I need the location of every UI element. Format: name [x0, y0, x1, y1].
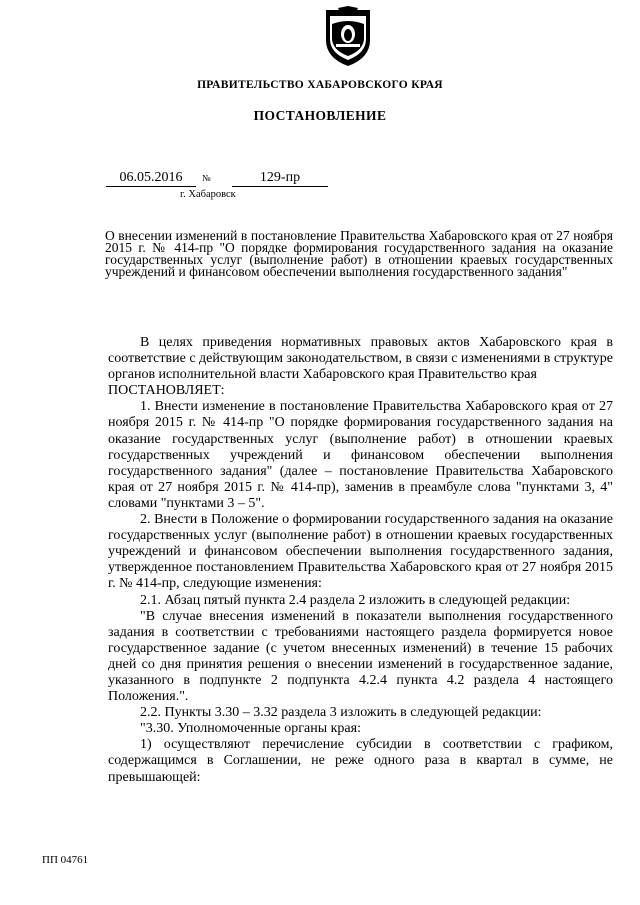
clause-2-2: 2.2. Пункты 3.30 – 3.32 раздела 3 изложить в следующей редакции: — [140, 705, 542, 721]
resolves-heading: ПОСТАНОВЛЯЕТ: — [108, 383, 225, 399]
clause-1: 1. Внести изменение в постановление Правительства Хабаровского края от 27 ноября 2015 г. № 414-пр "О порядке формирования государственного задания на оказание государственных услуг (выполнение работ) в отношении краевых государственных учреждений и финансовом обеспечении выполнения государственного задания" (далее – постановление Правительства Хабаровского края от 27 ноября 2015 г. № 414-пр), заменив в преамбуле слова "пунктами 3, 4" словами "пунктами 3 – 5". — [108, 399, 613, 511]
document-type: ПОСТАНОВЛЕНИЕ — [253, 108, 387, 123]
document-number: 129-пр — [232, 170, 328, 187]
document-date: 06.05.2016 — [106, 170, 196, 187]
clause-2: 2. Внести в Положение о формировании государственного задания на оказание государственных услуг (выполнение работ) в отношении краевых государственных учреждений и финансовом обеспечении выполнения государственного задания, утвержденное постановлением Правительства Хабаровского края от 27 ноября 2015 г. № 414-пр, следующие изменения: — [108, 512, 613, 592]
document-body — [108, 335, 613, 786]
clause-2-1: 2.1. Абзац пятый пункта 2.4 раздела 2 изложить в следующей редакции: — [140, 592, 571, 608]
clause-2-1-text: "В случае внесения изменений в показатели выполнения государственного задания в соответствии с требованиями настоящего раздела формируется новое государственное задание (с учетом внесенных изменений) в течение 15 рабочих дней со дня принятия решения о внесении изменений в государственное задание, указанного в подпункте 2 подпункта 4.2.4 пункта 4.2 раздела 4 настоящего Положения.". — [108, 608, 613, 705]
clause-3-30-1: 1) осуществляют перечисление субсидии в соответствии с графиком, содержащимся в Соглашении, не реже одного раза в квартал в сумме, не превышающей: — [108, 737, 613, 785]
footer-code: ПП 04761 — [42, 854, 89, 866]
document-subject: О внесении изменений в постановление Правительства Хабаровского края от 27 ноября 2015 г. № 414-пр "О порядке формирования государственного задания на оказание государственных услуг (выполнение работ) в отношении краевых государственных учреждений и финансовом обеспечении выполнения государственного задания" — [105, 228, 613, 279]
city: г. Хабаровск — [180, 189, 236, 200]
number-sign: № — [202, 173, 211, 183]
coat-of-arms-icon — [322, 6, 374, 68]
preamble-paragraph: В целях приведения нормативных правовых актов Хабаровского края в соответствие с действующим законодательством, в связи с изменениями в структуре органов исполнительной власти Хабаровского края Правительство края — [108, 335, 613, 383]
clause-3-30: "3.30. Уполномоченные органы края: — [140, 721, 361, 737]
government-title: ПРАВИТЕЛЬСТВО ХАБАРОВСКОГО КРАЯ — [197, 79, 443, 91]
